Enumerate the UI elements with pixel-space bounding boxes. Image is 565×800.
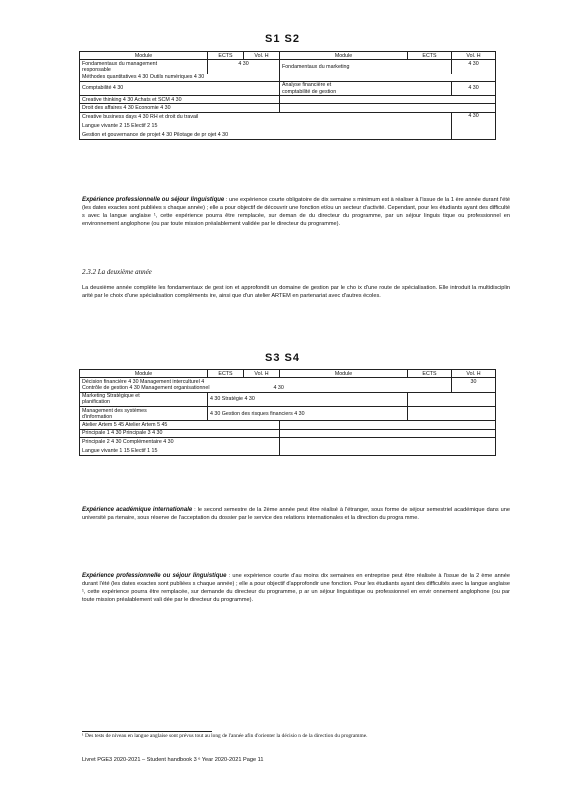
cell-text: Langue vivante 2 15 Electif 2 15 — [82, 122, 158, 129]
header-module: Module — [280, 370, 408, 378]
cell-text: 4 30 Gestion des risques financiers 4 30 — [210, 410, 305, 417]
paragraph-body: : une expérience courte d'au moins dix semaines en entreprise peut être réalisée à l'issue de la 2 ème année durant l'été (les dates exactes sont publiées s chaque année) ; elle a pour objectif d'approfondir une fonction. Pour les étudiants ayant des difficultés avec la langue anglaise ¹, cette expérience pourra être remplacée, sur demande du directeur du programme, p ar un séjour linguistique ou professionnel en envir onnement anglophone (ou par toute mission préalablement vali dée par le directeur du programme). — [82, 573, 511, 603]
section-title-s1-s2: S1 S2 — [265, 33, 300, 45]
modules-table-s3-s4 — [79, 369, 496, 456]
header-ects: ECTS — [408, 370, 452, 378]
table-row — [80, 407, 496, 421]
cell-text: d'information — [82, 413, 113, 420]
table-row — [80, 81, 496, 95]
table-cell — [208, 407, 408, 421]
page-footer: Livret PGE3 2020-2021 – Student handbook 3 ᵉ Year 2020-2021 Page 11 — [82, 757, 264, 763]
header-ects: ECTS — [208, 52, 244, 60]
paragraph-professional-experience-year1 — [82, 197, 510, 229]
table-cell — [80, 112, 452, 140]
paragraph-lead: Expérience académique internationale — [82, 507, 193, 513]
paragraph-professional-experience-year2 — [82, 573, 510, 605]
subsection-heading: 2.3.2 La deuxième année — [82, 268, 152, 276]
table-header-row — [80, 370, 496, 378]
table-row — [80, 378, 496, 392]
cell-text: planification — [82, 399, 110, 406]
table-cell — [280, 60, 452, 74]
table-cell — [408, 407, 496, 421]
cell-text: Fondamentaux du marketing — [282, 63, 350, 70]
header-vol-h: Vol. H — [244, 370, 280, 378]
header-ects: ECTS — [208, 370, 244, 378]
cell-text: 4 30 — [238, 60, 249, 67]
cell-text: 30 — [470, 378, 477, 385]
cell-text: 4 30 — [468, 85, 479, 92]
header-module: Module — [280, 52, 408, 60]
cell-text: Atelier Artem 5 45 Atelier Artem 5 45 — [82, 421, 168, 428]
cell-text: 4 30 — [468, 60, 479, 67]
cell-text: Méthodes quantitatives 4 30 Outils numériques 4 30 — [82, 74, 205, 81]
table-cell — [80, 96, 280, 104]
table-row — [80, 437, 496, 455]
table-row — [80, 429, 496, 437]
header-module: Module — [80, 52, 208, 60]
table-cell — [452, 81, 496, 95]
paragraph-second-year — [82, 285, 510, 301]
paragraph-body: : le second semestre de la 2ème année peut être réalisé à l'étranger, sous forme de séjour semestriel académique dans une université pa rtenaire, sous réserve de l'acceptation du dossier par le service des relations internationales et la direction du progra mme. — [82, 507, 511, 521]
table-row — [80, 60, 496, 74]
table-cell — [452, 60, 496, 74]
table-cell — [280, 104, 496, 112]
paragraph-academic-international — [82, 507, 510, 523]
section-title-s3-s4: S3 S4 — [265, 352, 300, 364]
table-cell — [80, 74, 280, 82]
header-ects: ECTS — [408, 52, 452, 60]
cell-text: Droit des affaires 4 30 Economie 4 30 — [82, 104, 171, 111]
table-cell — [80, 60, 208, 74]
cell-text: Principale 1 4 30 Principale 3 4 30 — [82, 430, 163, 437]
cell-text: Langue vivante 1 15 Electif 1 15 — [82, 448, 158, 455]
table-cell — [80, 81, 280, 95]
cell-text: Principale 2 4 30 Complémentaire 4 30 — [82, 438, 174, 445]
cell-text: 4 30 — [468, 113, 479, 120]
cell-text: Gestion et gouvernance de projet 4 30 Pilotage de pr ojet 4 30 — [82, 132, 229, 139]
table-cell — [280, 429, 496, 437]
table-row — [80, 421, 496, 429]
modules-table-s1-s2 — [79, 51, 496, 140]
paragraph-lead: Expérience professionnelle ou séjour linguistique — [82, 197, 225, 203]
cell-text-line — [82, 385, 449, 391]
table-row — [80, 96, 496, 104]
table-cell — [408, 392, 496, 406]
table-row — [80, 112, 496, 140]
cell-text: Marketing Stratégique et — [82, 393, 140, 400]
header-vol-h: Vol. H — [452, 370, 496, 378]
header-vol-h: Vol. H — [452, 52, 496, 60]
header-module: Module — [80, 370, 208, 378]
table-cell — [80, 407, 208, 421]
cell-text: Analyse financière et — [282, 82, 332, 89]
table-row — [80, 392, 496, 406]
cell-text: Contrôle de gestion 4 30 Management organisationnel — [82, 384, 210, 391]
cell-text: Décision financière 4 30 Management interculturel 4 — [82, 378, 205, 385]
table-row — [80, 104, 496, 112]
table-cell — [80, 378, 452, 392]
table-cell — [208, 392, 408, 406]
cell-text: Creative business days 4 30 RH et droit du travail — [82, 113, 199, 120]
table-row — [80, 74, 496, 82]
footnote: ¹ Des tests de niveau en langue anglaise sont prévus tout au long de l'année afin d'orienter la décisio n de la direction du programme. — [82, 733, 368, 739]
header-vol-h: Vol. H — [244, 52, 280, 60]
paragraph-body: : une expérience courte obligatoire de dix semaine s minimum est à réaliser à l'issue de la 1 ère année durant l'été (les dates exactes sont publiées s chaque année) ; elle a pour objectif de découvrir une fonction et/ou un secteur d'activité. Cependant, pour les étudiants ayant des difficulté s avec la langue anglaise ¹, cette expérience pourra être remplacée, sur deman de du directeur du programme, par un séjour linguis tique ou professionnel en environnement anglophone (ou par toute mission préalablement validée par le directeur du programme). — [82, 197, 511, 227]
paragraph-lead: Expérience professionnelle ou séjour linguistique — [82, 573, 227, 579]
cell-text: Creative thinking 4 30 Achats et SCM 4 30 — [82, 96, 182, 103]
table-cell — [280, 74, 496, 82]
table-cell — [80, 392, 208, 406]
table-cell — [280, 96, 496, 104]
footnote-separator — [82, 731, 212, 732]
table-cell — [452, 112, 496, 140]
paragraph-body: La deuxième année complète les fondamentaux de gest ion et approfondit un domaine de gestion par le cho ix d'une route de spécialisation. Elle introduit la multidisciplin arité par le choix d'une spécialisation compléments ire, ainsi que d'un atelier ARTEM en partenariat avec d'autres écoles. — [82, 285, 510, 299]
table-cell — [280, 437, 496, 455]
table-header-row — [80, 52, 496, 60]
cell-text: Comptabilité 4 30 — [82, 85, 124, 92]
table-cell — [280, 421, 496, 429]
table-cell — [80, 429, 280, 437]
table-cell — [452, 378, 496, 392]
cell-text: 4 30 — [273, 384, 284, 391]
cell-text: Fondamentaux du management — [82, 60, 158, 67]
table-cell — [80, 104, 280, 112]
table-cell — [280, 81, 452, 95]
cell-text: Management des systèmes — [82, 407, 147, 414]
cell-text: 4 30 Stratégie 4 30 — [210, 396, 255, 403]
table-cell — [208, 60, 280, 74]
cell-text: comptabilité de gestion — [282, 88, 337, 95]
table-cell — [80, 421, 280, 429]
table-cell — [80, 437, 280, 455]
cell-text: responsable — [82, 66, 111, 73]
